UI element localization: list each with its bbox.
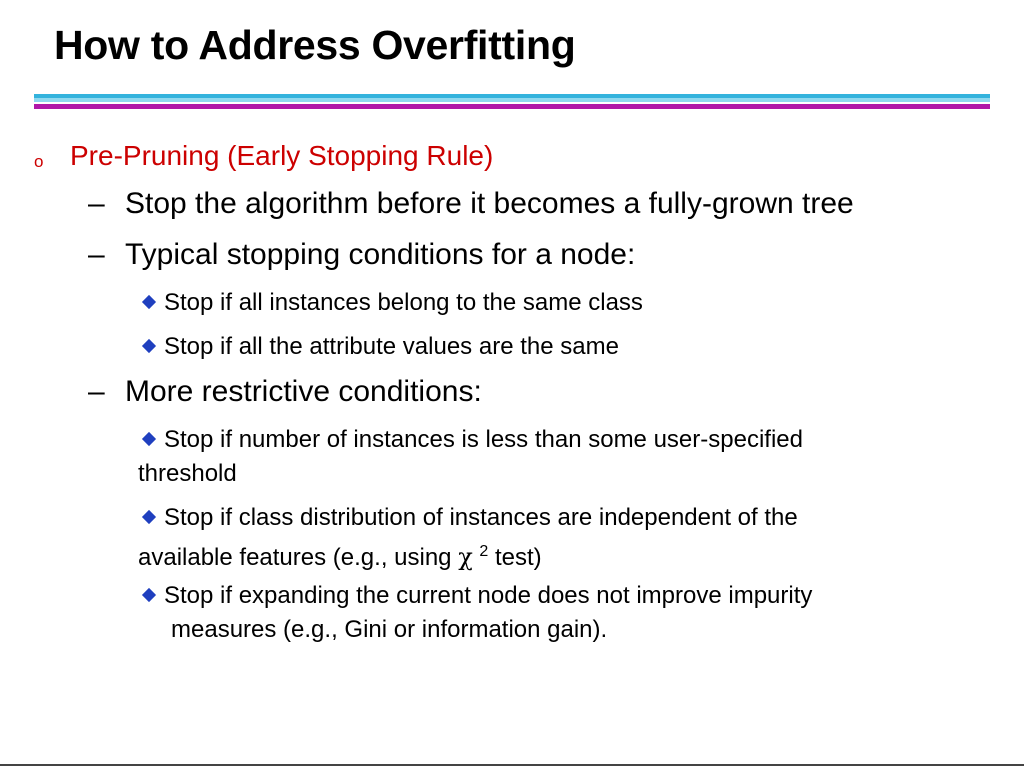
- diamond-bullet-icon: [142, 339, 156, 353]
- restrictive-threshold: [138, 423, 803, 491]
- bottom-border: [0, 764, 1024, 766]
- sub-item-text: Stop if all instances belong to the same class: [164, 289, 643, 316]
- item-text: Stop the algorithm before it becomes a fully-grown tree: [125, 187, 854, 220]
- title-rule-light-blue: [34, 98, 990, 102]
- sub-item-line: threshold: [138, 460, 237, 487]
- restrictive-impurity: [138, 579, 812, 647]
- diamond-bullet-icon: [142, 510, 156, 524]
- slide-title: How to Address Overfitting: [54, 22, 576, 68]
- sub-item-line: Stop if class distribution of instances are independent of the: [138, 501, 798, 535]
- item-text: More restrictive conditions:: [125, 375, 482, 408]
- diamond-bullet-icon: [142, 295, 156, 309]
- dash-bullet: –: [88, 187, 105, 220]
- circle-bullet-icon: o: [34, 152, 44, 171]
- diamond-bullet-icon: [142, 588, 156, 602]
- pre-pruning-heading: Pre-Pruning (Early Stopping Rule): [70, 140, 494, 171]
- chi-superscript: 2: [479, 543, 489, 560]
- typical-same-class: [138, 286, 643, 320]
- title-rule-magenta: [34, 104, 990, 109]
- typical-same-attributes: [138, 330, 619, 364]
- restrictive-independence: [138, 501, 798, 575]
- sub-item-line: Stop if number of instances is less than some user-specified: [138, 423, 803, 457]
- sub-item-text: Stop if all the attribute values are the same: [164, 333, 619, 360]
- item-text: Typical stopping conditions for a node:: [125, 238, 636, 271]
- chi-symbol: χ: [458, 543, 473, 571]
- sub-item-line: Stop if expanding the current node does not improve impurity: [138, 579, 812, 613]
- diamond-bullet-icon: [142, 432, 156, 446]
- dash-bullet: –: [88, 238, 105, 271]
- sub-item-line: measures (e.g., Gini or information gain).: [171, 616, 608, 643]
- sub-item-line: available features (e.g., using χ $^2$ test): [138, 543, 542, 571]
- dash-bullet: –: [88, 375, 105, 408]
